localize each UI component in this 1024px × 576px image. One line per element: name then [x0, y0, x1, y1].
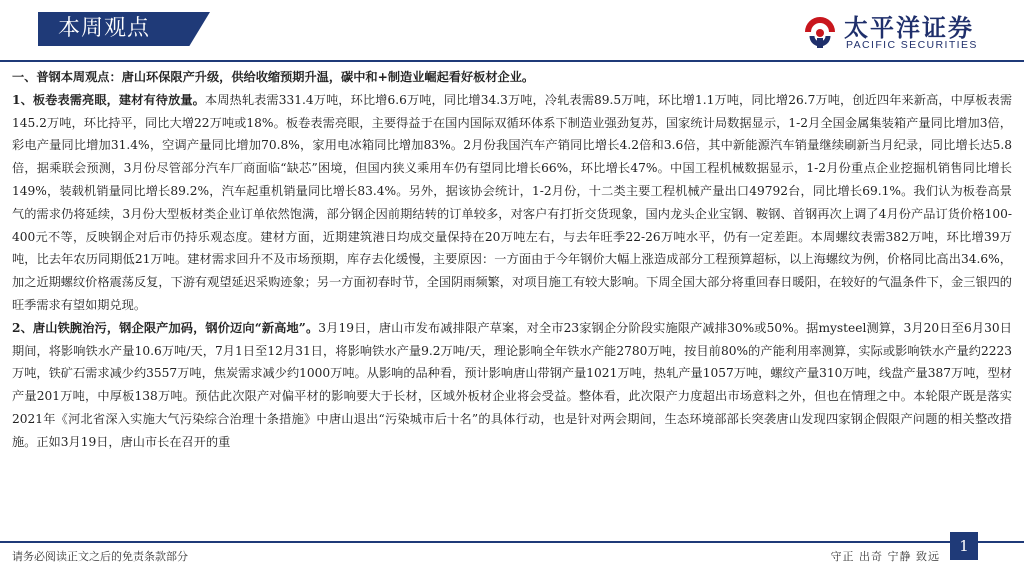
- footer-divider: [0, 541, 1024, 543]
- pacific-securities-logo-icon: [802, 12, 838, 50]
- company-slogan: 守正 出奇 宁静 致远: [830, 550, 940, 563]
- company-logo: [802, 8, 1012, 56]
- page-number: 1: [950, 532, 978, 560]
- logo-chinese-name: 太平洋证券: [844, 14, 974, 42]
- page-title: 本周观点: [58, 16, 151, 41]
- section-1-heading: 1、板卷表需亮眼，建材有待放量。: [12, 92, 205, 107]
- section-1-text: 本周热轧表需331.4万吨，环比增6.6万吨，同比增34.3万吨，冷轧表需89.5万吨，环比增1.1万吨，同比增26.7万吨，创近四年来新高，中厚板表需145.2万吨，环比持平，同比大增22万吨或18%。板卷表需亮眼，主要得益于在国内国际双循环体系下制造业强劲复苏，国家统计局数据显示，1-2月全国金属集装箱产量同比增加3倍，彩电产量同比增加31.4%，空调产量同比增加70.8%，家用电冰箱同比增加83%。2月份我国汽车产销同比增长4.2倍和3.6倍，其中新能源汽车销量继续刷新当月纪录，同比增长达5.8倍，据乘联会预测，3月份尽管部分汽车厂商面临“缺芯”困境，但国内狭义乘用车仍有望同比增长66%，环比增长47%。中国工程机械数据显示，1-2月份重点企业挖掘机销售同比增长149%，装载机销量同比增长89.2%，汽车起重机销量同比增长83.4%。另外，据该协会统计，1-2月份，十二类主要工程机械产量出口49792台，同比增长69.1%。我们认为板卷高景气的需求仍将延续，3月份大型板材类企业订单依然饱满，部分钢企因前期结转的订单较多，对客户有打折交货现象，国内龙头企业宝钢、鞍钢、首钢再次上调了4月份产品订货价格100-400元不等，反映钢企对后市仍持乐观态度。建材方面，近期建筑港日均成交量保持在20万吨左右，与去年旺季22-26万吨水平，仍有一定差距。本周螺纹表需382万吨，环比增39万吨，比去年农历同期低21万吨。建材需求回升不及市场预期，库存去化缓慢，主要原因：一方面由于今年钢价大幅上涨造成部分工程预算超标，以上海螺纹为例，价格同比高出34.6%，加之近期螺纹价格震荡反复，下游有观望延迟采购迹象；另一方面初春时节，全国阴雨频繁，对项目施工有较大影响。下周全国大部分将重回春日暖阳，在较好的气温条件下，金三银四的旺季需求有望如期兑现。: [12, 92, 1013, 312]
- section-2-paragraph: [12, 317, 1012, 454]
- section-1-paragraph: [12, 89, 1012, 317]
- logo-english-name: PACIFIC SECURITIES: [846, 39, 978, 51]
- main-heading: 一、普钢本周观点：唐山环保限产升级，供给收缩预期升温，碳中和+制造业崛起看好板材企业。: [12, 70, 535, 84]
- page-header: [0, 0, 1024, 62]
- header-divider: [0, 60, 1024, 62]
- report-body: [12, 66, 1012, 454]
- disclaimer-note: 请务必阅读正文之后的免责条款部分: [12, 550, 188, 563]
- section-2-heading: 2、唐山铁腕治污，钢企限产加码，钢价迈向“新高地”。: [12, 320, 319, 335]
- section-2-text: 3月19日，唐山市发布减排限产草案，对全市23家钢企分阶段实施限产减排30%或50%。据mysteel测算，3月20日至6月30日期间，将影响铁水产量10.6万吨/天，7月1日至12月31日，将影响铁水产量9.2万吨/天，理论影响全年铁水产能2780万吨，按目前80%的产能利用率测算，实际或影响铁水产量约2223万吨，铁矿石需求减少约3557万吨，焦炭需求减少约1000万吨。从影响的品种看，预计影响唐山带钢产量1021万吨，热轧产量1057万吨，螺纹产量310万吨，线盘产量387万吨，型材产量201万吨，中厚板138万吨。预估此次限产对偏平材的影响要大于长材，区域外板材企业将会受益。整体看，此次限产力度超出市场意料之外，但也在情理之中。本轮限产既是落实2021年《河北省深入实施大气污染综合治理十条措施》中唐山退出“污染城市后十名”的具体行动，也是针对两会期间，生态环境部部长突袭唐山发现四家钢企假限产问题的相关整改措施。正如3月19日，唐山市长在召开的重: [12, 320, 1012, 449]
